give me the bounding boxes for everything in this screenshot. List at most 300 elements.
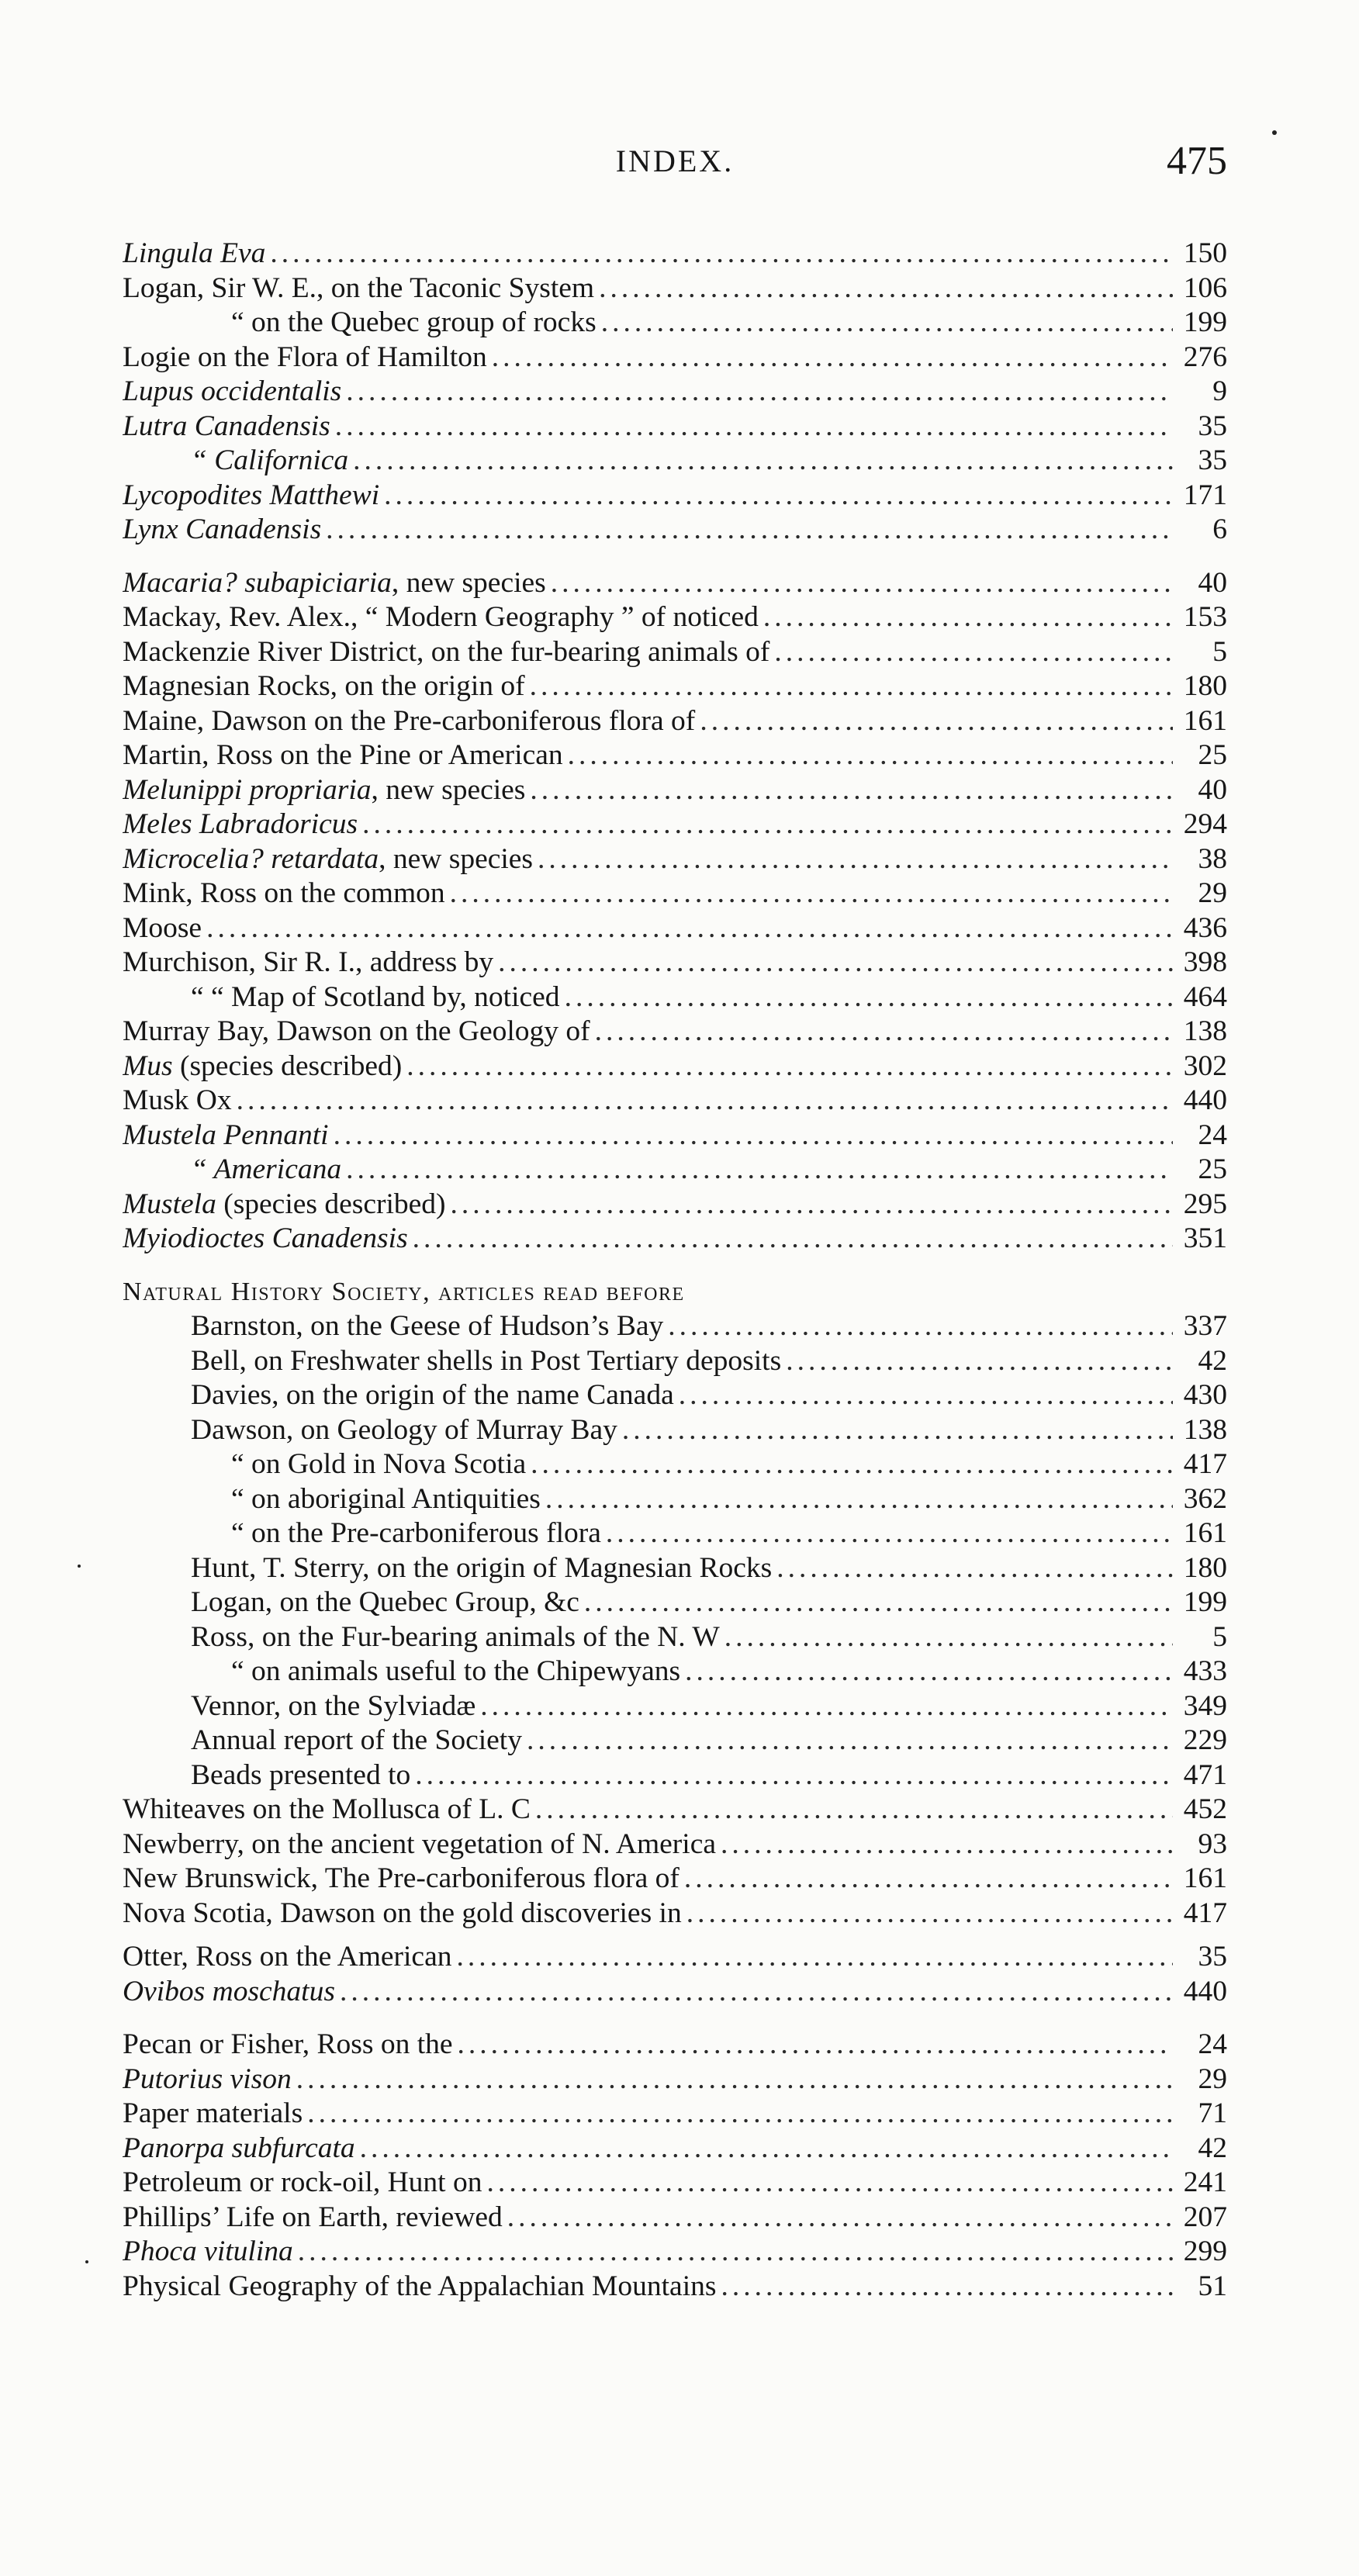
- entry-term: Myiodioctes Canadensis: [123, 1222, 408, 1254]
- dot-leader: [535, 1793, 1173, 1827]
- entry-page-number: 38: [1198, 842, 1227, 875]
- entry-suffix: (species described): [216, 1188, 446, 1220]
- entry-term: Magnesian Rocks, on the origin of: [123, 670, 525, 702]
- index-entry: [123, 444, 1227, 479]
- entry-page-number: 5: [1212, 635, 1227, 668]
- entry-term: Martin, Ross on the Pine or American: [123, 739, 563, 771]
- entry-page-number: 35: [1198, 1941, 1227, 1973]
- ink-speck: [78, 1565, 81, 1568]
- index-entry: [123, 911, 1227, 946]
- dot-leader: [721, 1827, 1173, 1862]
- entry-text: [123, 1862, 680, 1897]
- entry-page-number: 29: [1198, 2063, 1227, 2095]
- entry-term: Paper materials: [123, 2097, 303, 2129]
- entry-text: [123, 1153, 341, 1188]
- section-heading: [123, 1275, 1227, 1310]
- entry-term: Mus: [123, 1049, 173, 1082]
- page-header: [123, 138, 1227, 200]
- entry-term: Physical Geography of the Appalachian Mountains: [123, 2270, 717, 2302]
- index-entry: [123, 1378, 1227, 1413]
- entry-page-number: 440: [1183, 1084, 1227, 1116]
- entry-page-number: 24: [1198, 1119, 1227, 1151]
- dot-leader: [700, 704, 1173, 739]
- entry-page-number: 40: [1198, 566, 1227, 599]
- entry-term: Macaria? subapiciaria: [123, 566, 392, 599]
- dot-leader: [545, 1482, 1173, 1517]
- entry-page-number: 294: [1183, 808, 1227, 840]
- entry-text: [123, 444, 348, 479]
- entry-term: Musk Ox: [123, 1084, 232, 1116]
- index-entry: [123, 1188, 1227, 1222]
- entry-page-number: 440: [1183, 1975, 1227, 2007]
- dot-leader: [296, 2063, 1173, 2097]
- entry-page-number: 35: [1198, 410, 1227, 442]
- entry-text: [123, 1793, 531, 1827]
- entry-text: [123, 946, 493, 980]
- entry-text: [123, 1344, 781, 1379]
- entry-term: Logie on the Flora of Hamilton: [123, 341, 487, 373]
- index-entry: [123, 738, 1227, 773]
- entry-term: Annual report of the Society: [191, 1724, 522, 1756]
- entry-term: Moose: [123, 911, 202, 944]
- entry-text: [123, 773, 525, 808]
- entry-page-number: 417: [1183, 1897, 1227, 1929]
- entry-term: Petroleum or rock-oil, Hunt on: [123, 2166, 482, 2198]
- dot-leader: [685, 1655, 1173, 1689]
- index-entry: [123, 669, 1227, 704]
- index-entry: [123, 1975, 1227, 2010]
- entry-term: Newberry, on the ancient vegetation of N. America: [123, 1827, 716, 1860]
- entry-term: “ on Gold in Nova Scotia: [231, 1448, 527, 1480]
- entry-term: Mackay, Rev. Alex., “ Modern Geography ” of noticed: [123, 601, 759, 633]
- entry-page-number: 24: [1198, 2028, 1227, 2060]
- index-entry: [123, 2201, 1227, 2235]
- index-entry: [123, 946, 1227, 980]
- entry-term: Mackenzie River District, on the fur-bearing animals of: [123, 635, 770, 668]
- entry-term: Logan, on the Quebec Group, &c: [191, 1586, 579, 1618]
- entry-text: [123, 271, 594, 306]
- entry-term: Nova Scotia, Dawson on the gold discoveries in: [123, 1897, 682, 1929]
- entry-page-number: 161: [1183, 1862, 1227, 1894]
- entry-term: Putorius vison: [123, 2063, 292, 2095]
- dot-leader: [776, 1551, 1173, 1586]
- index-entry: [123, 306, 1227, 341]
- dot-leader: [606, 1516, 1173, 1551]
- entry-page-number: 180: [1183, 1551, 1227, 1584]
- entry-text: [123, 1049, 402, 1084]
- index-list: [123, 237, 1227, 2304]
- dot-leader: [307, 2097, 1173, 2132]
- entry-term: Bell, on Freshwater shells in Post Tertiary deposits: [191, 1344, 782, 1377]
- entry-term: Ovibos moschatus: [123, 1975, 335, 2007]
- entry-text: [123, 1378, 674, 1413]
- entry-term: Murray Bay, Dawson on the Geology of: [123, 1015, 590, 1047]
- entry-page-number: 337: [1183, 1310, 1227, 1342]
- entry-page-number: 161: [1183, 704, 1227, 737]
- index-entry: [123, 1689, 1227, 1724]
- entry-page-number: 51: [1198, 2270, 1227, 2302]
- entry-page-number: 229: [1183, 1724, 1227, 1756]
- index-entry: [123, 2270, 1227, 2305]
- entry-text: [123, 2097, 303, 2132]
- index-entry: [123, 877, 1227, 911]
- entry-text: [123, 1015, 590, 1049]
- index-entry: [123, 600, 1227, 635]
- dot-leader: [458, 2028, 1173, 2063]
- entry-suffix: , new species: [371, 773, 526, 806]
- entry-term: Barnston, on the Geese of Hudson’s Bay: [191, 1310, 664, 1342]
- group-spacer: [123, 2009, 1227, 2028]
- entry-text: [123, 635, 769, 670]
- entry-text: [123, 1940, 451, 1975]
- entry-term: Vennor, on the Sylviadæ: [191, 1689, 476, 1722]
- dot-leader: [360, 2132, 1173, 2166]
- entry-text: [123, 1758, 410, 1793]
- dot-leader: [584, 1585, 1173, 1620]
- entry-text: [123, 1222, 408, 1257]
- ink-speck: [85, 2260, 88, 2263]
- index-entry: [123, 1516, 1227, 1551]
- dot-leader: [346, 1153, 1173, 1188]
- entry-text: [123, 479, 379, 513]
- entry-suffix: , new species: [391, 566, 546, 599]
- index-entry: [123, 566, 1227, 601]
- index-entry: [123, 341, 1227, 375]
- dot-leader: [595, 1015, 1173, 1049]
- index-entry: [123, 237, 1227, 271]
- dot-leader: [362, 807, 1173, 842]
- index-entry: [123, 807, 1227, 842]
- entry-page-number: 351: [1183, 1222, 1227, 1254]
- entry-page-number: 199: [1183, 1586, 1227, 1618]
- entry-page-number: 452: [1183, 1793, 1227, 1825]
- entry-page-number: 42: [1198, 2132, 1227, 2164]
- entry-page-number: 362: [1183, 1482, 1227, 1515]
- index-entry: [123, 1309, 1227, 1344]
- dot-leader: [686, 1897, 1173, 1931]
- entry-term: “ on animals useful to the Chipewyans: [231, 1655, 681, 1687]
- index-entry: [123, 271, 1227, 306]
- entry-term: Hunt, T. Sterry, on the origin of Magnesian Rocks: [191, 1551, 773, 1584]
- entry-text: [123, 375, 341, 410]
- entry-page-number: 433: [1183, 1655, 1227, 1687]
- index-entry: [123, 1862, 1227, 1897]
- entry-page-number: 302: [1183, 1049, 1227, 1082]
- entry-text: [123, 1119, 329, 1153]
- dot-leader: [480, 1689, 1173, 1724]
- entry-text: [123, 513, 321, 548]
- entry-text: [123, 566, 546, 601]
- index-entry: [123, 1015, 1227, 1049]
- dot-leader: [450, 877, 1173, 911]
- index-entry: [123, 410, 1227, 444]
- index-entry: [123, 2028, 1227, 2063]
- index-entry: [123, 1620, 1227, 1655]
- index-entry: [123, 1724, 1227, 1758]
- dot-leader: [206, 911, 1173, 946]
- dot-leader: [270, 237, 1173, 271]
- dot-leader: [622, 1413, 1173, 1448]
- entry-term: Meles Labradoricus: [123, 808, 358, 840]
- entry-page-number: 161: [1183, 1517, 1227, 1549]
- entry-page-number: 138: [1183, 1413, 1227, 1446]
- entry-term: Melunippi propriaria: [123, 773, 372, 806]
- group-spacer: [123, 1931, 1227, 1940]
- entry-term: Murchison, Sir R. I., address by: [123, 946, 494, 978]
- index-entry: [123, 2097, 1227, 2132]
- entry-page-number: 153: [1183, 601, 1227, 633]
- dot-leader: [786, 1344, 1173, 1379]
- entry-text: [123, 1084, 232, 1119]
- index-entry: [123, 1655, 1227, 1689]
- entry-page-number: 5: [1212, 1620, 1227, 1653]
- dot-leader: [340, 1975, 1173, 2010]
- dot-leader: [406, 1049, 1173, 1084]
- entry-text: [123, 1689, 475, 1724]
- entry-term: Pecan or Fisher, Ross on the: [123, 2028, 453, 2060]
- dot-leader: [724, 1620, 1173, 1655]
- entry-page-number: 6: [1212, 513, 1227, 545]
- entry-text: [123, 1827, 716, 1862]
- entry-term: Lingula Eva: [123, 237, 266, 269]
- entry-term: Otter, Ross on the American: [123, 1941, 452, 1973]
- dot-leader: [668, 1309, 1173, 1344]
- entry-text: [123, 1551, 772, 1586]
- entry-text: [123, 306, 597, 341]
- entry-text: [123, 1188, 446, 1222]
- entry-page-number: 138: [1183, 1015, 1227, 1047]
- entry-term: Beads presented to: [191, 1758, 411, 1791]
- index-entry: [123, 1827, 1227, 1862]
- index-entry: [123, 635, 1227, 670]
- dot-leader: [530, 773, 1173, 808]
- entry-term: Mustela Pennanti: [123, 1119, 329, 1151]
- index-entry: [123, 1447, 1227, 1482]
- entry-text: [123, 2201, 503, 2235]
- entry-text: [123, 2270, 716, 2305]
- entry-page-number: 25: [1198, 1153, 1227, 1185]
- entry-text: [123, 410, 330, 444]
- dot-leader: [415, 1758, 1173, 1793]
- entry-page-number: 150: [1183, 237, 1227, 269]
- dot-leader: [684, 1862, 1173, 1897]
- entry-suffix: (species described): [172, 1049, 403, 1082]
- dot-leader: [456, 1940, 1173, 1975]
- entry-page-number: 299: [1183, 2235, 1227, 2267]
- entry-term: Natural History Society, articles read before: [123, 1277, 685, 1306]
- index-entry: [123, 375, 1227, 410]
- entry-text: [123, 2235, 293, 2270]
- entry-term: “ on aboriginal Antiquities: [231, 1482, 541, 1515]
- dot-leader: [599, 271, 1173, 306]
- entry-text: [123, 1724, 522, 1758]
- dot-leader: [334, 1119, 1173, 1153]
- entry-page-number: 25: [1198, 739, 1227, 771]
- index-entry: [123, 1897, 1227, 1931]
- dot-leader: [413, 1222, 1173, 1257]
- entry-page-number: 9: [1212, 375, 1227, 407]
- dot-leader: [498, 946, 1173, 980]
- entry-page-number: 430: [1183, 1379, 1227, 1411]
- entry-text: [123, 1309, 663, 1344]
- index-entry: [123, 1049, 1227, 1084]
- index-entry: [123, 1153, 1227, 1188]
- dot-leader: [335, 410, 1173, 444]
- entry-term: Lupus occidentalis: [123, 375, 342, 407]
- dot-leader: [492, 341, 1173, 375]
- entry-term: Mustela: [123, 1188, 216, 1220]
- entry-page-number: 349: [1183, 1689, 1227, 1722]
- entry-text: [123, 1585, 579, 1620]
- entry-text: [123, 1516, 601, 1551]
- index-entry: [123, 479, 1227, 513]
- entry-text: [123, 237, 265, 271]
- entry-text: [123, 341, 487, 375]
- entry-term: “ Americana: [191, 1153, 342, 1185]
- entry-term: Whiteaves on the Mollusca of L. C: [123, 1793, 531, 1825]
- dot-leader: [531, 1447, 1173, 1482]
- dot-leader: [486, 2166, 1173, 2201]
- index-entry: [123, 1119, 1227, 1153]
- index-entry: [123, 2166, 1227, 2201]
- index-entry: [123, 704, 1227, 739]
- dot-leader: [538, 842, 1173, 877]
- index-entry: [123, 2063, 1227, 2097]
- dot-leader: [298, 2235, 1173, 2270]
- index-entry: [123, 773, 1227, 808]
- index-entry: [123, 1551, 1227, 1586]
- entry-term: “ on the Pre-carboniferous flora: [231, 1517, 601, 1549]
- entry-page-number: 436: [1183, 911, 1227, 944]
- entry-suffix: , new species: [379, 842, 534, 875]
- entry-term: Lutra Canadensis: [123, 410, 330, 442]
- running-head: INDEX.: [615, 143, 735, 178]
- entry-text: [123, 807, 358, 842]
- dot-leader: [507, 2201, 1173, 2235]
- entry-text: [123, 1620, 720, 1655]
- entry-page-number: 171: [1183, 479, 1227, 511]
- entry-page-number: 207: [1183, 2201, 1227, 2233]
- entry-page-number: 93: [1198, 1827, 1227, 1860]
- entry-text: [123, 1413, 617, 1448]
- entry-text: [123, 1275, 685, 1310]
- index-entry: [123, 1344, 1227, 1379]
- entry-page-number: 40: [1198, 773, 1227, 806]
- index-entry: [123, 980, 1227, 1015]
- entry-text: [123, 1482, 541, 1517]
- entry-text: [123, 980, 560, 1015]
- dot-leader: [601, 306, 1173, 341]
- entry-term: Lynx Canadensis: [123, 513, 322, 545]
- dot-leader: [721, 2270, 1173, 2305]
- entry-term: Davies, on the origin of the name Canada: [191, 1379, 674, 1411]
- index-entry: [123, 2235, 1227, 2270]
- entry-term: New Brunswick, The Pre-carboniferous flora of: [123, 1862, 680, 1894]
- entry-term: Logan, Sir W. E., on the Taconic System: [123, 271, 595, 304]
- entry-text: [123, 877, 445, 911]
- entry-term: Microcelia? retardata: [123, 842, 379, 875]
- group-spacer: [123, 1257, 1227, 1275]
- entry-page-number: 471: [1183, 1758, 1227, 1791]
- dot-leader: [384, 479, 1173, 513]
- entry-text: [123, 842, 533, 877]
- entry-page-number: 35: [1198, 444, 1227, 476]
- entry-text: [123, 2028, 453, 2063]
- dot-leader: [527, 1724, 1173, 1758]
- entry-page-number: 106: [1183, 271, 1227, 304]
- index-entry: [123, 1793, 1227, 1827]
- ink-speck: [1272, 130, 1277, 135]
- dot-leader: [451, 1188, 1173, 1222]
- entry-text: [123, 1975, 335, 2010]
- dot-leader: [774, 635, 1173, 670]
- dot-leader: [679, 1378, 1173, 1413]
- entry-text: [123, 1897, 682, 1931]
- entry-term: Mink, Ross on the common: [123, 877, 445, 909]
- entry-term: “ “ Map of Scotland by, noticed: [191, 980, 560, 1013]
- index-entry: [123, 1413, 1227, 1448]
- entry-page-number: 276: [1183, 341, 1227, 373]
- entry-term: “ on the Quebec group of rocks: [231, 306, 597, 338]
- entry-term: “ Californica: [191, 444, 349, 476]
- entry-page-number: 241: [1183, 2166, 1227, 2198]
- dot-leader: [237, 1084, 1173, 1119]
- entry-text: [123, 2166, 482, 2201]
- entry-page-number: 71: [1198, 2097, 1227, 2129]
- dot-leader: [568, 738, 1173, 773]
- index-entry: [123, 1758, 1227, 1793]
- index-entry: [123, 1482, 1227, 1517]
- dot-leader: [353, 444, 1173, 479]
- dot-leader: [326, 513, 1173, 548]
- index-entry: [123, 2132, 1227, 2166]
- index-entry: [123, 1585, 1227, 1620]
- entry-term: Panorpa subfurcata: [123, 2132, 355, 2164]
- entry-page-number: 42: [1198, 1344, 1227, 1377]
- entry-page-number: 295: [1183, 1188, 1227, 1220]
- entry-page-number: 464: [1183, 980, 1227, 1013]
- entry-text: [123, 1447, 526, 1482]
- dot-leader: [565, 980, 1173, 1015]
- index-entry: [123, 1084, 1227, 1119]
- entry-term: Lycopodites Matthewi: [123, 479, 380, 511]
- index-entry: [123, 842, 1227, 877]
- entry-page-number: 199: [1183, 306, 1227, 338]
- dot-leader: [551, 566, 1173, 601]
- entry-page-number: 180: [1183, 670, 1227, 702]
- page-number: 475: [1167, 139, 1227, 183]
- entry-term: Maine, Dawson on the Pre-carboniferous flora of: [123, 704, 696, 737]
- index-entry: [123, 1222, 1227, 1257]
- entry-text: [123, 2063, 292, 2097]
- entry-page-number: 29: [1198, 877, 1227, 909]
- entry-term: Phillips’ Life on Earth, reviewed: [123, 2201, 503, 2233]
- entry-text: [123, 1655, 680, 1689]
- entry-page-number: 398: [1183, 946, 1227, 978]
- entry-text: [123, 669, 525, 704]
- dot-leader: [530, 669, 1173, 704]
- entry-text: [123, 911, 202, 946]
- dot-leader: [346, 375, 1173, 410]
- index-entry: [123, 1940, 1227, 1975]
- entry-page-number: 417: [1183, 1448, 1227, 1480]
- entry-text: [123, 704, 695, 739]
- index-entry: [123, 513, 1227, 548]
- entry-text: [123, 738, 563, 773]
- entry-term: Dawson, on Geology of Murray Bay: [191, 1413, 617, 1446]
- dot-leader: [763, 600, 1173, 635]
- group-spacer: [123, 548, 1227, 566]
